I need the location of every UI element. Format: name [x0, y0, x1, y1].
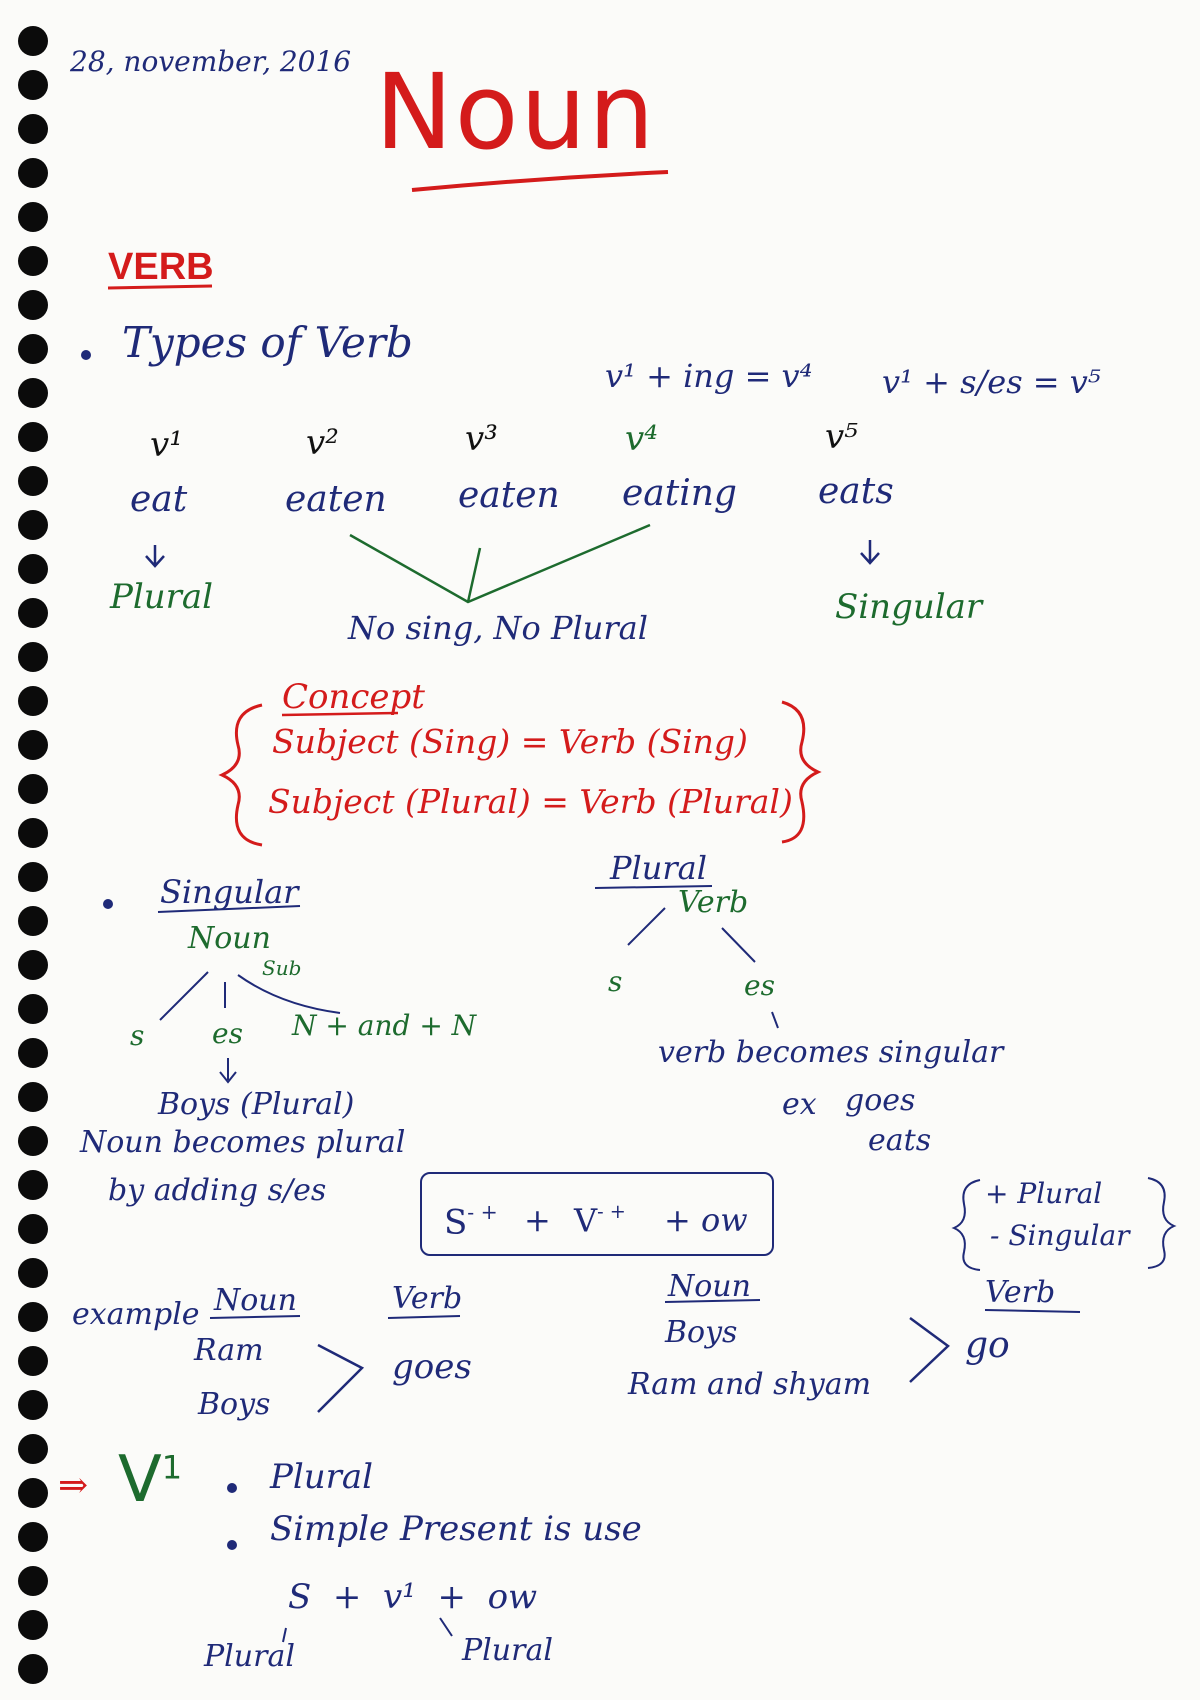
form-label-v5: v⁵: [825, 417, 858, 457]
concept-right-brace: [782, 702, 818, 842]
page-title: Noun: [375, 51, 657, 173]
section-heading: VERB: [108, 246, 214, 288]
formula-v5: v¹ + s/es = v⁵: [882, 363, 1101, 401]
es-arrow: [220, 1058, 236, 1082]
concept-heading: Concept: [282, 677, 425, 717]
ex-left-noun-head: Noun: [214, 1283, 297, 1318]
no-plural-v-lines: [350, 525, 650, 602]
concept-left-brace: [222, 705, 262, 845]
example-label: example: [72, 1297, 200, 1332]
plural-tree-lines: [628, 908, 778, 1028]
singular-bullet: [103, 899, 113, 909]
plural-node: Verb: [678, 885, 749, 920]
singular-note-2: by adding s/es: [108, 1173, 327, 1208]
v1-bullet-text-1: Plural: [270, 1457, 374, 1497]
plural-ex-word-2: eats: [868, 1123, 932, 1158]
plural-leaf-s: s: [608, 965, 623, 998]
types-heading: Types of Verb: [122, 318, 413, 367]
form-word-v4: eating: [622, 473, 737, 514]
v1-arrow: ⇒: [58, 1465, 89, 1506]
v1-bullet-text-2: Simple Present is use: [270, 1509, 642, 1549]
ex-left-noun-2: Boys: [198, 1387, 271, 1422]
ex-right-bracket: [910, 1318, 948, 1382]
plural-note: Plural: [110, 577, 214, 617]
formula-box: [420, 1172, 774, 1256]
form-word-v5: eats: [818, 471, 894, 512]
legend-minus: - Singular: [990, 1219, 1130, 1252]
form-word-v3: eaten: [458, 475, 560, 516]
form-label-v3: v³: [465, 419, 498, 459]
v1-under-left: Plural: [204, 1639, 295, 1674]
ex-left-verb: goes: [392, 1347, 472, 1387]
form-word-v2: eaten: [285, 479, 387, 520]
v1-under-right: Plural: [462, 1633, 553, 1668]
v1-formula: S + v¹ + ow: [288, 1577, 538, 1617]
eats-arrow: [861, 540, 879, 563]
singular-sub: Sub: [262, 956, 302, 980]
form-label-v4: v⁴: [625, 419, 658, 459]
ex-left-verb-underline: [388, 1316, 460, 1318]
ex-left-verb-head: Verb: [392, 1281, 463, 1316]
ex-left-noun-1: Ram: [194, 1333, 264, 1368]
plural-leaf-es: es: [744, 969, 775, 1002]
ex-right-verb-underline: [985, 1310, 1080, 1312]
formula-box-s: S- +: [444, 1200, 498, 1243]
singular-note-1: Noun becomes plural: [80, 1125, 406, 1160]
ex-left-bracket: [318, 1345, 362, 1412]
singular-node: Noun: [188, 921, 271, 956]
formula-box-v: V- +: [574, 1200, 626, 1240]
formula-v4: v¹ + ing = v⁴: [605, 357, 813, 395]
singular-leaf-s: s: [130, 1019, 145, 1052]
ex-right-verb-head: Verb: [985, 1275, 1056, 1310]
ex-right-noun-head: Noun: [668, 1269, 751, 1304]
v1-label: $V^1$: [118, 1443, 183, 1517]
formula-box-plus: +: [524, 1201, 551, 1239]
plural-note: verb becomes singular: [658, 1035, 1004, 1070]
form-word-v1: eat: [130, 479, 188, 520]
singular-note: Singular: [835, 587, 983, 627]
form-label-v1: v¹: [150, 425, 183, 465]
plural-heading: Plural: [610, 849, 707, 887]
concept-line-1: Subject (Sing) = Verb (Sing): [272, 722, 748, 761]
form-label-v2: v²: [306, 423, 339, 463]
singular-leaf-es: es: [212, 1017, 243, 1050]
singular-leaf-n-and-n: N + and + N: [292, 1009, 477, 1042]
concept-line-2: Subject (Plural) = Verb (Plural): [268, 782, 793, 821]
singular-heading: Singular: [160, 873, 299, 911]
types-bullet: [81, 350, 91, 360]
v1-bullet-1: [227, 1483, 237, 1493]
ex-right-noun-1: Boys: [665, 1315, 738, 1350]
legend-plus: + Plural: [985, 1177, 1103, 1210]
legend-left-brace: [954, 1180, 980, 1270]
formula-box-ow: + ow: [664, 1201, 748, 1239]
ex-right-verb: go: [965, 1325, 1010, 1366]
plural-right-tick: [440, 1618, 452, 1636]
title-underline: [412, 172, 668, 190]
v1-bullet-2: [227, 1540, 237, 1550]
eat-arrow: [146, 545, 164, 566]
no-sing-no-plural: No sing, No Plural: [348, 609, 648, 647]
date: 28, november, 2016: [70, 45, 352, 78]
plural-ex-label: ex: [782, 1087, 817, 1122]
legend-right-brace: [1148, 1178, 1174, 1268]
ex-right-noun-2: Ram and shyam: [628, 1367, 872, 1402]
singular-example: Boys (Plural): [158, 1087, 355, 1122]
plural-ex-word-1: goes: [845, 1083, 916, 1118]
